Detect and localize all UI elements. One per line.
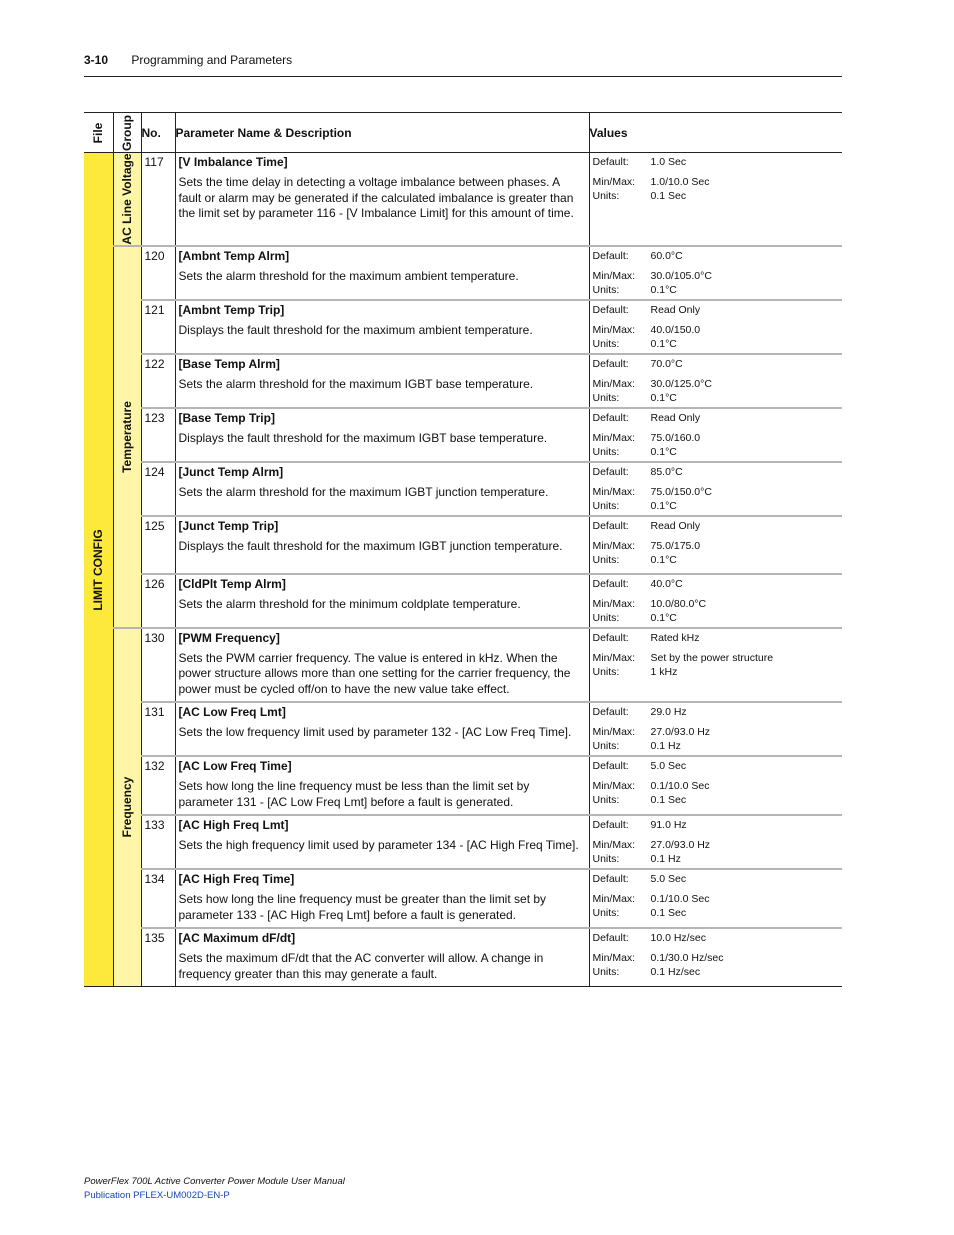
default-row: Default: Read Only [592,519,701,532]
param-cell [175,246,589,300]
units-value: 0.1°C [650,283,677,296]
units-row: Units: 1 kHz [592,665,678,678]
param-number: 133 [141,815,175,869]
param-description: Sets the alarm threshold for the maximum ambient temperature. [178,268,519,283]
minmax-row: Min/Max: 0.1/10.0 Sec [592,780,710,792]
table-row [84,153,842,246]
param-number: 132 [141,756,175,815]
units-value: 0.1°C [650,553,677,566]
default-row: Default: 5.0 Sec [592,873,687,885]
units-row: Units: 0.1°C [592,283,677,296]
column-header-no: No. [141,113,175,153]
default-value: 40.0°C [650,577,683,590]
group-label: Temperature [120,400,134,473]
param-values [589,300,842,354]
param-name: [AC High Freq Lmt] [178,818,289,832]
param-description: Sets the maximum dF/dt that the AC converter will allow. A change in frequency greater than this may generate a fault. [178,951,544,981]
minmax-row: Min/Max: Set by the power structure [592,651,774,664]
param-name: [V Imbalance Time] [178,155,288,169]
table-row [84,928,842,987]
group-cell [113,628,141,987]
default-value: 85.0°C [650,465,683,478]
table-row [84,408,842,462]
minmax-row: Min/Max: 40.0/150.0 [592,323,701,336]
param-number: 117 [141,153,175,246]
param-description: Displays the fault threshold for the maximum IGBT base temperature. [178,430,548,445]
param-values [589,574,842,628]
minmax-value: 30.0/105.0°C [650,269,712,282]
param-cell [175,815,589,869]
default-value: Rated kHz [650,631,700,644]
param-number: 125 [141,516,175,574]
units-row: Units: 0.1°C [592,611,677,624]
default-value: Read Only [650,411,701,424]
page-header [84,53,292,67]
minmax-row: Min/Max: 30.0/125.0°C [592,377,712,390]
units-value: 0.1 Hz/sec [650,966,701,978]
param-values [589,815,842,869]
default-value: Read Only [650,303,701,316]
default-row: Default: 85.0°C [592,465,683,478]
default-row: Default: 1.0 Sec [592,156,687,168]
param-cell [175,153,589,246]
units-value: 0.1 Sec [650,190,687,202]
minmax-row: Min/Max: 75.0/160.0 [592,431,701,444]
table-row [84,354,842,408]
units-value: 0.1°C [650,611,677,624]
default-value: 70.0°C [650,357,683,370]
units-row: Units: 0.1 Sec [592,794,687,806]
table-row [84,300,842,354]
default-row: Default: Rated kHz [592,631,700,644]
param-number: 122 [141,354,175,408]
units-row: Units: 0.1°C [592,337,677,350]
minmax-row: Min/Max: 75.0/150.0°C [592,485,712,498]
param-description: Sets the time delay in detecting a voltage imbalance between phases. A fault or alarm may be generated if the calculated imbalance is greater than the limit set by parameter 116 - [V Imbalance Limit] for this amount of time. [178,175,574,220]
param-values [589,462,842,516]
param-name: [Junct Temp Trip] [178,518,279,533]
param-name: [PWM Frequency] [178,630,280,645]
param-cell [175,516,589,574]
minmax-value: 75.0/175.0 [650,539,701,552]
param-description: Sets the alarm threshold for the maximum IGBT base temperature. [178,376,534,391]
param-number: 123 [141,408,175,462]
group-label: Frequency [120,776,134,838]
default-row: Default: Read Only [592,303,701,316]
param-values [589,516,842,574]
minmax-value: 40.0/150.0 [650,323,701,336]
section-title: Programming and Parameters [131,53,293,67]
param-number: 121 [141,300,175,354]
param-values [589,756,842,815]
units-row: Units: 0.1 Hz/sec [592,966,701,978]
param-description: Displays the fault threshold for the maximum IGBT junction temperature. [178,538,563,553]
table-row [84,516,842,574]
default-value: 60.0°C [650,249,683,262]
units-row: Units: 0.1°C [592,553,677,566]
param-number: 135 [141,928,175,987]
page-footer [84,1175,345,1203]
units-value: 0.1°C [650,445,677,458]
units-value: 1 kHz [650,665,678,678]
param-name: [AC Low Freq Time] [178,759,292,773]
minmax-value: 0.1/30.0 Hz/sec [650,952,724,964]
default-value: 5.0 Sec [650,760,687,772]
publication-link[interactable]: Publication PFLEX-UM002D-EN-P [84,1190,230,1201]
default-row: Default: 40.0°C [592,577,683,590]
param-cell [175,869,589,928]
table-row [84,815,842,869]
file-cell [84,153,113,987]
default-value: Read Only [650,519,701,532]
default-value: 91.0 Hz [650,819,687,831]
param-values [589,869,842,928]
column-header-name: Parameter Name & Description [175,113,589,153]
minmax-value: 75.0/160.0 [650,431,701,444]
minmax-row: Min/Max: 1.0/10.0 Sec [592,176,710,188]
param-description: Sets how long the line frequency must be less than the limit set by parameter 131 - [AC Low Freq Lmt] before a fault is generated. [178,779,530,809]
units-row: Units: 0.1°C [592,391,677,404]
table-header-row [84,113,842,153]
param-cell [175,756,589,815]
param-values [589,928,842,987]
units-row: Units: 0.1 Hz [592,740,681,752]
param-description: Sets the alarm threshold for the minimum coldplate temperature. [178,596,521,611]
file-label: LIMIT CONFIG [91,528,106,611]
param-cell [175,928,589,987]
param-name: [Junct Temp Alrm] [178,464,284,479]
minmax-value: 27.0/93.0 Hz [650,726,711,738]
minmax-row: Min/Max: 10.0/80.0°C [592,597,707,610]
table-row [84,462,842,516]
param-name: [AC Maximum dF/dt] [178,931,296,945]
minmax-row: Min/Max: 27.0/93.0 Hz [592,839,711,851]
param-number: 134 [141,869,175,928]
units-row: Units: 0.1 Hz [592,853,681,865]
minmax-row: Min/Max: 75.0/175.0 [592,539,701,552]
units-value: 0.1 Hz [650,740,681,752]
param-cell [175,300,589,354]
manual-title: PowerFlex 700L Active Converter Power Module User Manual [84,1176,345,1187]
parameter-table [84,112,842,987]
param-number: 131 [141,702,175,756]
default-row: Default: 29.0 Hz [592,706,687,718]
param-description: Sets the low frequency limit used by parameter 132 - [AC Low Freq Time]. [178,725,572,739]
column-header-values: Values [589,113,842,153]
minmax-value: 30.0/125.0°C [650,377,712,390]
default-row: Default: 91.0 Hz [592,819,687,831]
minmax-value: 0.1/10.0 Sec [650,780,710,792]
table-row [84,246,842,300]
param-values [589,408,842,462]
param-cell [175,574,589,628]
minmax-row: Min/Max: 0.1/10.0 Sec [592,893,710,905]
units-value: 0.1°C [650,499,677,512]
default-row: Default: 10.0 Hz/sec [592,932,706,944]
param-values [589,354,842,408]
param-values [589,702,842,756]
default-row: Default: Read Only [592,411,701,424]
param-number: 120 [141,246,175,300]
table-row [84,628,842,703]
units-value: 0.1 Hz [650,853,681,865]
units-value: 0.1 Sec [650,794,687,806]
param-name: [Ambnt Temp Alrm] [178,248,290,263]
group-label: AC Line Voltage [120,153,134,245]
param-description: Displays the fault threshold for the maximum ambient temperature. [178,322,533,337]
units-value: 0.1°C [650,391,677,404]
default-row: Default: 70.0°C [592,357,683,370]
header-rule [84,76,842,77]
param-values [589,628,842,703]
param-name: [Ambnt Temp Trip] [178,302,285,317]
param-number: 126 [141,574,175,628]
group-cell [113,246,141,628]
units-row: Units: 0.1°C [592,499,677,512]
param-cell [175,702,589,756]
param-name: [Base Temp Trip] [178,410,275,425]
units-value: 0.1 Sec [650,907,687,919]
param-number: 124 [141,462,175,516]
minmax-row: Min/Max: 0.1/30.0 Hz/sec [592,952,724,964]
param-description: Sets the alarm threshold for the maximum IGBT junction temperature. [178,484,549,499]
group-cell [113,153,141,246]
minmax-value: Set by the power structure [650,651,774,664]
default-row: Default: 60.0°C [592,249,683,262]
param-values [589,153,842,246]
table-row [84,702,842,756]
table-row [84,756,842,815]
table-row [84,574,842,628]
default-row: Default: 5.0 Sec [592,760,687,772]
param-description: Sets the PWM carrier frequency. The value is entered in kHz. When the power structure allows more than one setting for the carrier frequency, the power must be cycled off/on to have the new value take effect. [178,650,571,696]
minmax-value: 1.0/10.0 Sec [650,176,710,188]
minmax-value: 27.0/93.0 Hz [650,839,711,851]
minmax-row: Min/Max: 30.0/105.0°C [592,269,712,282]
param-description: Sets the high frequency limit used by parameter 134 - [AC High Freq Time]. [178,838,579,852]
column-header-file: File [84,113,113,153]
units-row: Units: 0.1°C [592,445,677,458]
param-name: [AC Low Freq Lmt] [178,705,286,719]
units-value: 0.1°C [650,337,677,350]
param-cell [175,408,589,462]
default-value: 5.0 Sec [650,873,687,885]
page-number: 3-10 [84,53,109,67]
minmax-row: Min/Max: 27.0/93.0 Hz [592,726,711,738]
minmax-value: 0.1/10.0 Sec [650,893,710,905]
param-name: [AC High Freq Time] [178,872,295,886]
param-cell [175,354,589,408]
default-value: 10.0 Hz/sec [650,932,706,944]
param-name: [Base Temp Alrm] [178,356,280,371]
param-number: 130 [141,628,175,703]
table-row [84,869,842,928]
column-header-group: Group [113,113,141,153]
minmax-value: 10.0/80.0°C [650,597,707,610]
units-row: Units: 0.1 Sec [592,907,687,919]
param-description: Sets how long the line frequency must be greater than the limit set by parameter 133 - [AC High Freq Lmt] before a fault is generated. [178,892,547,922]
default-value: 29.0 Hz [650,706,687,718]
minmax-value: 75.0/150.0°C [650,485,712,498]
param-cell [175,462,589,516]
default-value: 1.0 Sec [650,156,687,168]
units-row: Units: 0.1 Sec [592,190,687,202]
param-values [589,246,842,300]
param-cell [175,628,589,703]
param-name: [CldPlt Temp Alrm] [178,576,286,591]
